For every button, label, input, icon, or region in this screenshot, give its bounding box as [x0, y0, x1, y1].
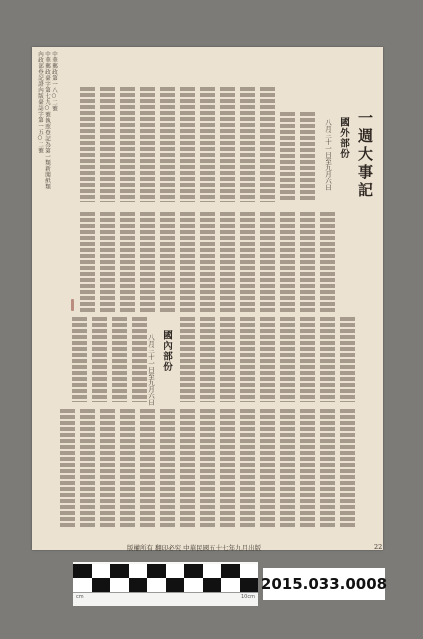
checker-row-top	[73, 564, 258, 578]
page-title: 一週大事記	[356, 110, 374, 200]
foreign-date-range: 八月三十一日至九月六日	[324, 119, 332, 191]
domestic-section-heading: 國內部份	[161, 330, 172, 372]
publisher-info-line: 中華郵政第一八○二號	[51, 51, 57, 112]
page-number: 22	[374, 543, 383, 551]
checker-row-bottom	[73, 578, 258, 592]
scale-ruler	[73, 592, 258, 606]
domestic-date-range: 八月三十一日至九月六日	[147, 334, 155, 406]
publisher-info-line: 內政部登記證內版臺誌字第一五○二號	[37, 51, 43, 154]
accession-number-label: 2015.033.0008	[263, 568, 385, 600]
ruler-label-left: cm	[76, 594, 84, 600]
ruler-label-right: 10cm	[241, 594, 255, 600]
publisher-info-line: 中華郵政臺字第七九○號執照登記為第一類新聞紙類	[44, 51, 50, 190]
color-checker-card	[73, 562, 258, 605]
magazine-page	[32, 47, 383, 550]
ink-stamp	[71, 299, 74, 311]
page-footer: 版權所有 翻印必究 中華民國五十七年九月出版	[127, 544, 262, 552]
foreign-section-heading: 國外部份	[338, 117, 349, 159]
